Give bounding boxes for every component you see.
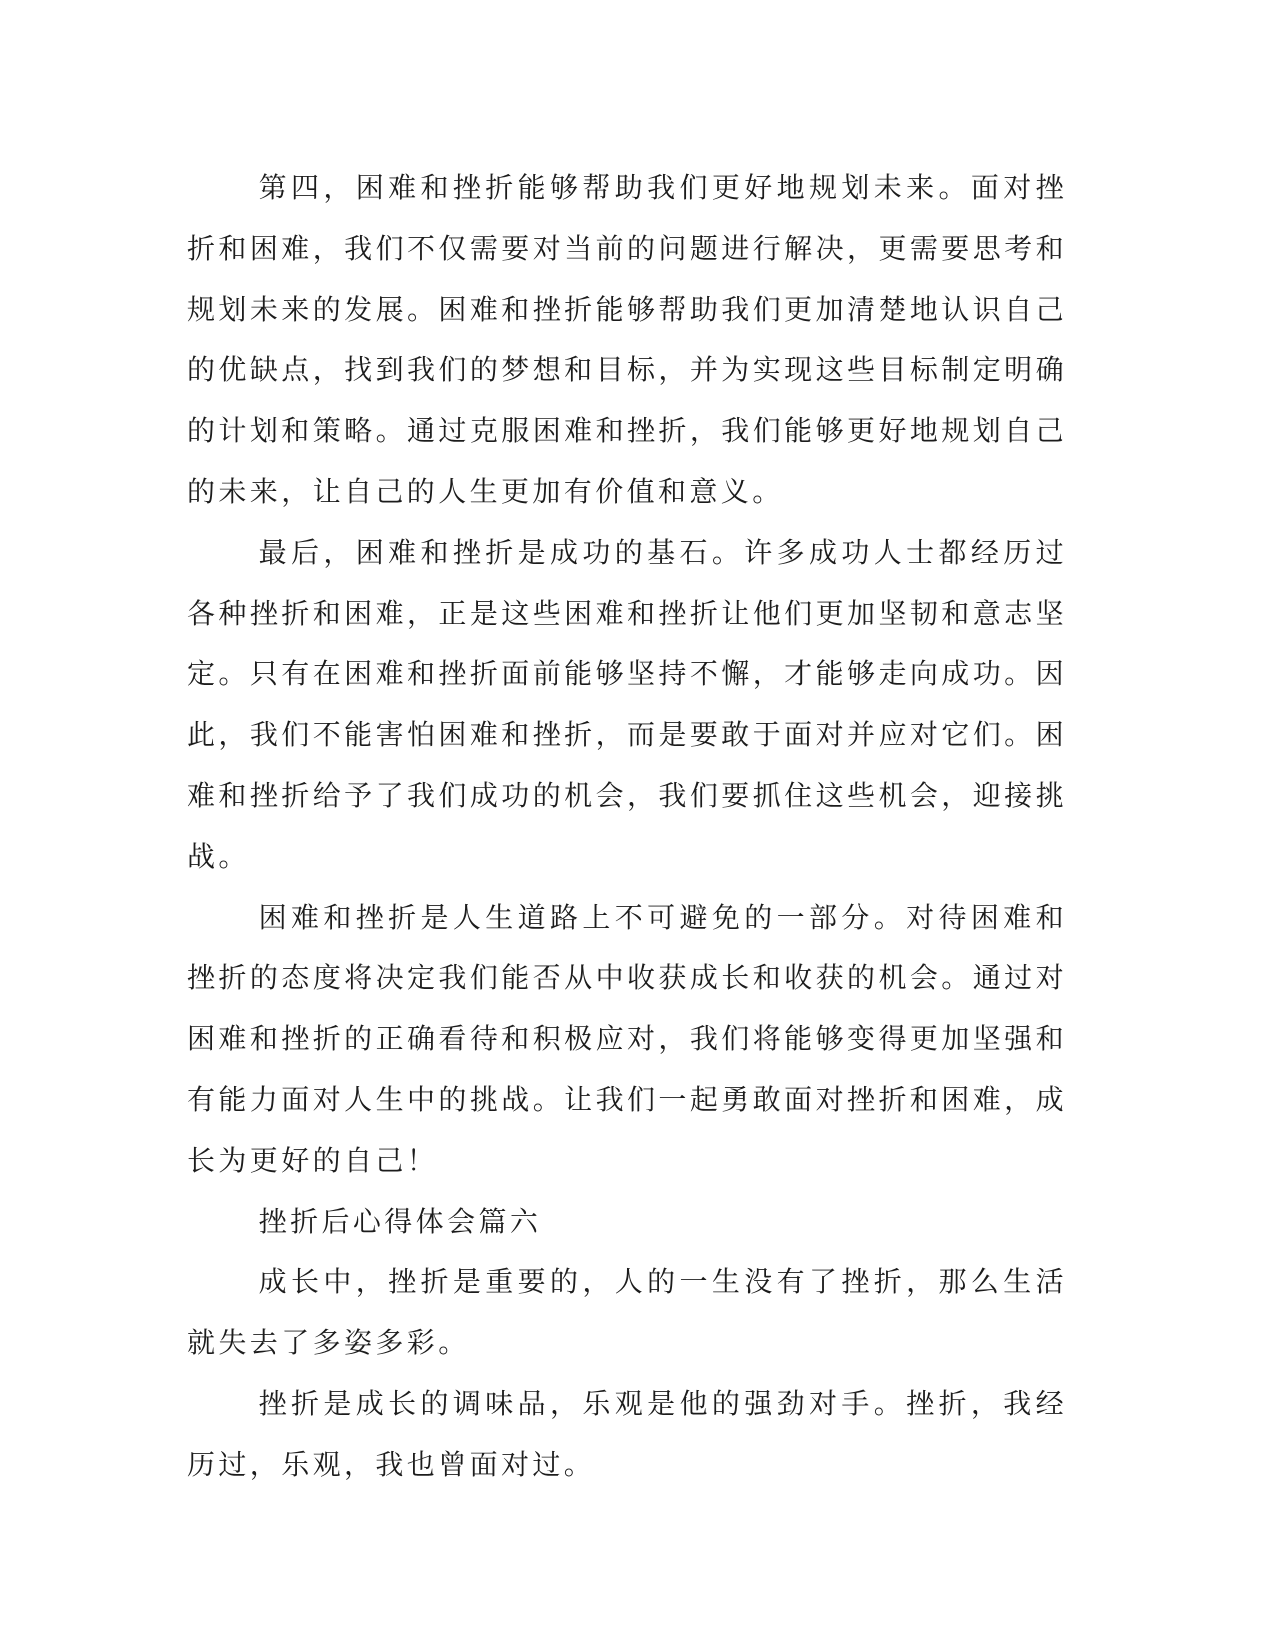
section-paragraph-optimism: 挫折是成长的调味品，乐观是他的强劲对手。挫折，我经历过，乐观，我也曾面对过。 xyxy=(187,1386,1067,1481)
document-body xyxy=(187,158,1067,1496)
section-paragraph-growth: 成长中，挫折是重要的，人的一生没有了挫折，那么生活就失去了多姿多彩。 xyxy=(187,1265,1067,1360)
section-heading: 挫折后心得体会篇六 xyxy=(258,1204,542,1238)
paragraph-foundation-of-success: 最后，困难和挫折是成功的基石。许多成功人士都经历过各种挫折和困难，正是这些困难和挫折让他们更加坚韧和意志坚定。只有在困难和挫折面前能够坚持不懈，才能够走向成功。因此，我们不能害怕困难和挫折，而是要敢于面对并应对它们。困难和挫折给予了我们成功的机会，我们要抓住这些机会，迎接挑战。 xyxy=(187,535,1067,873)
paragraph-conclusion: 困难和挫折是人生道路上不可避免的一部分。对待困难和挫折的态度将决定我们能否从中收获成长和收获的机会。通过对困难和挫折的正确看待和积极应对，我们将能够变得更加坚强和有能力面对人生中的挑战。让我们一起勇敢面对挫折和困难，成长为更好的自己！ xyxy=(187,900,1067,1177)
paragraph-planning-future: 第四，困难和挫折能够帮助我们更好地规划未来。面对挫折和困难，我们不仅需要对当前的问题进行解决，更需要思考和规划未来的发展。困难和挫折能够帮助我们更加清楚地认识自己的优缺点，找到我们的梦想和目标，并为实现这些目标制定明确的计划和策略。通过克服困难和挫折，我们能够更好地规划自己的未来，让自己的人生更加有价值和意义。 xyxy=(187,171,1067,508)
